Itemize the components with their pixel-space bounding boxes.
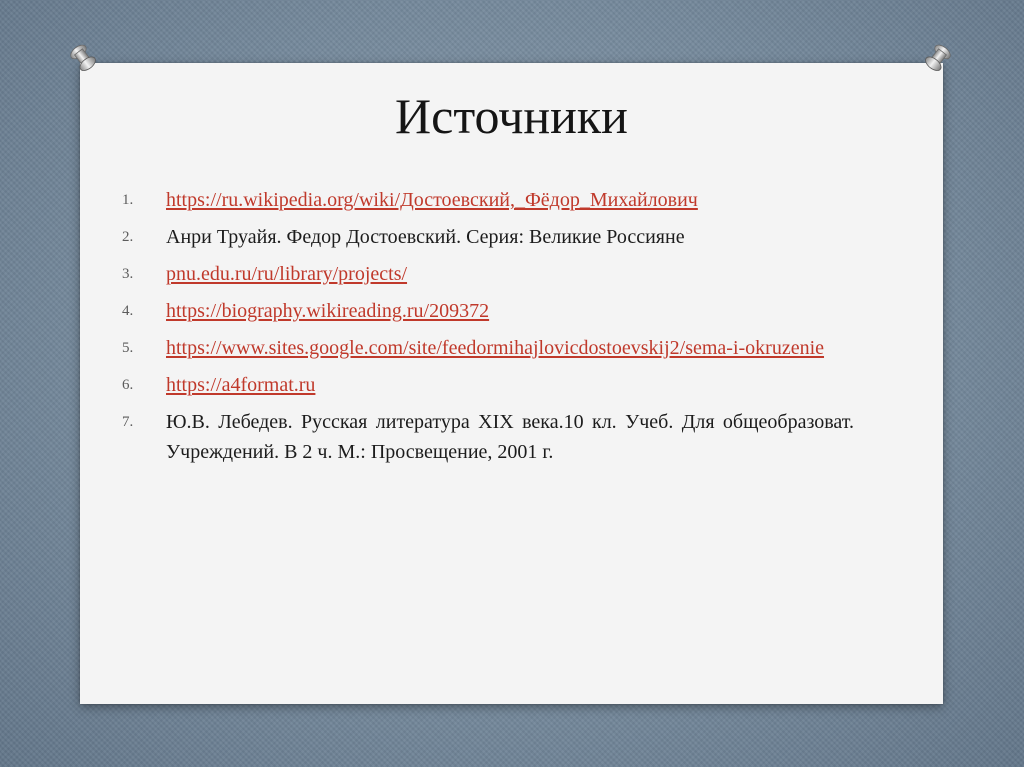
list-number: 7.: [122, 414, 134, 430]
source-text: Ю.В. Лебедев. Русская литература XIX века.10 кл. Учеб. Для общеобразоват. Учреждений. В 2 ч. М.: Просвещение, 2001 г.: [166, 411, 854, 463]
list-number: 6.: [122, 377, 134, 393]
list-number: 4.: [122, 303, 134, 319]
sources-list: [122, 185, 854, 474]
list-number: 2.: [122, 229, 134, 245]
list-item: [122, 185, 854, 215]
source-text: Анри Труайя. Федор Достоевский. Серия: Великие Россияне: [166, 226, 685, 248]
list-item: [122, 222, 854, 252]
list-item: [122, 259, 854, 289]
list-number: 5.: [122, 340, 134, 356]
source-link[interactable]: pnu.edu.ru/ru/library/projects/: [166, 263, 408, 285]
list-item: [122, 407, 854, 467]
source-link[interactable]: https://www.sites.google.com/site/feedormihajlovicdostoevskij2/sema-i-okruzenie: [166, 337, 825, 359]
list-item: [122, 296, 854, 326]
page-title: Источники: [395, 88, 628, 144]
list-number: 3.: [122, 266, 134, 282]
list-number: 1.: [122, 192, 134, 208]
list-item: [122, 333, 854, 363]
list-item: [122, 370, 854, 400]
source-link[interactable]: https://ru.wikipedia.org/wiki/Достоевский,_Фёдор_Михайлович: [166, 189, 698, 211]
source-link[interactable]: https://a4format.ru: [166, 374, 316, 396]
source-link[interactable]: https://biography.wikireading.ru/209372: [166, 300, 490, 322]
